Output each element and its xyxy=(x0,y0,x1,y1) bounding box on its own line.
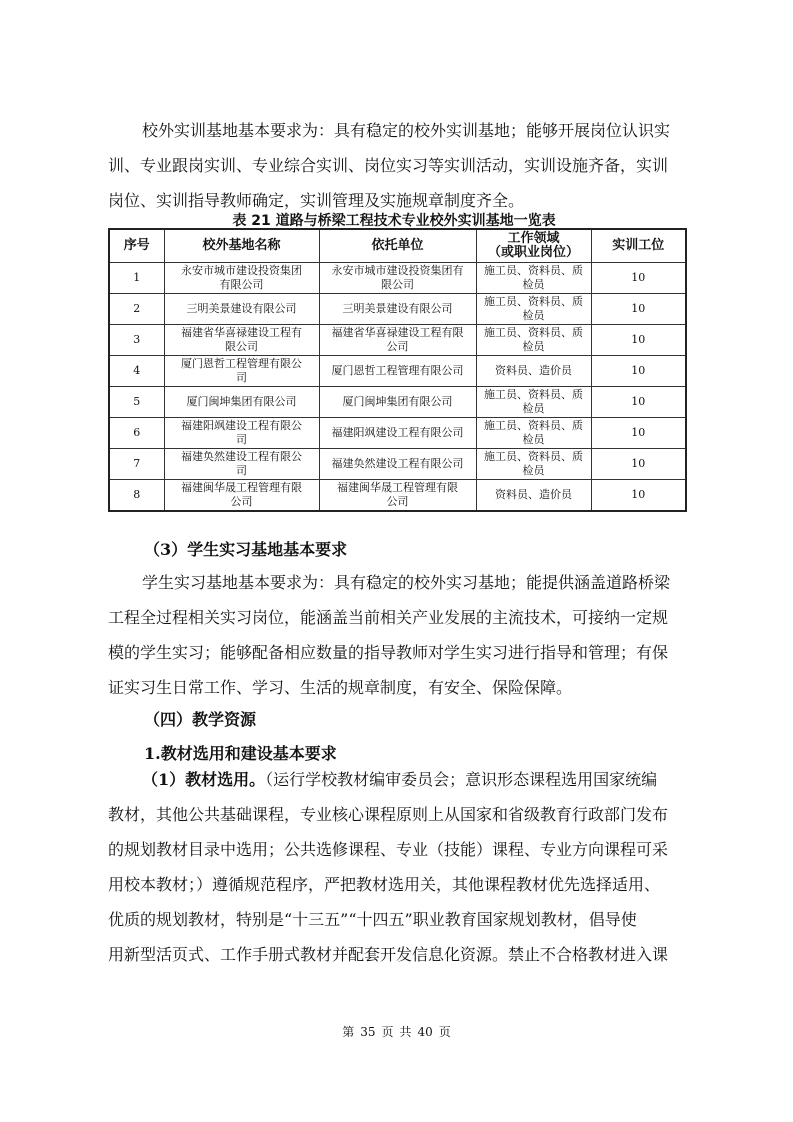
cell-text: 福建省华喜禄建设工程有 xyxy=(181,326,302,339)
cell-work-area xyxy=(476,325,591,356)
cell-work-area xyxy=(476,294,591,325)
cell-text: 公司 xyxy=(230,495,253,508)
cell-text: 限公司 xyxy=(381,278,414,291)
cell-text: 检员 xyxy=(522,340,545,353)
cell-base-name xyxy=(164,356,319,387)
cell-text: 施工员、资料员、质 xyxy=(484,419,583,432)
cell-host-unit: 厦门恩哲工程管理有限公司 xyxy=(319,356,476,387)
cell-seats: 10 xyxy=(591,418,686,449)
training-base-table xyxy=(108,228,687,512)
cell-host-unit: 福建阳飒建设工程有限公司 xyxy=(319,418,476,449)
textbook-lead: （1）教材选用。 xyxy=(142,770,266,789)
text-line: 学生实习基地基本要求为：具有稳定的校外实习基地；能提供涵盖道路桥梁 xyxy=(142,573,671,592)
page-footer xyxy=(0,1023,793,1040)
section-heading-textbooks: 1.教材选用和建设基本要求 xyxy=(144,744,337,763)
header-host-unit: 依托单位 xyxy=(319,229,476,263)
cell-base-name: 厦门闽坤集团有限公司 xyxy=(164,387,319,418)
cell-text: 检员 xyxy=(522,402,545,415)
cell-host-unit: 厦门闽坤集团有限公司 xyxy=(319,387,476,418)
cell-no: 1 xyxy=(109,263,164,294)
header-base-name: 校外基地名称 xyxy=(164,229,319,263)
cell-text: 司 xyxy=(236,371,247,384)
page-current: 35 xyxy=(360,1025,376,1039)
cell-work-area xyxy=(476,449,591,480)
cell-base-name xyxy=(164,418,319,449)
cell-host-unit xyxy=(319,263,476,294)
textbook-paragraph xyxy=(108,762,680,972)
table-row xyxy=(109,449,686,480)
cell-no: 3 xyxy=(109,325,164,356)
cell-text: 公司 xyxy=(386,495,409,508)
text-line: 工程全过程相关实习岗位，能涵盖当前相关产业发展的主流技术，可接纳一定规 xyxy=(108,608,669,627)
text-line: 优质的规划教材，特别是“十三五”“十四五”职业教育国家规划教材，倡导使 xyxy=(108,910,637,929)
cell-text: 公司 xyxy=(386,340,409,353)
cell-base-name xyxy=(164,325,319,356)
section-heading-student-internship: （3）学生实习基地基本要求 xyxy=(144,540,348,559)
cell-text: 施工员、资料员、质 xyxy=(484,388,583,401)
page-total: 40 xyxy=(417,1025,433,1039)
cell-text: 永安市城市建设投资集团有 xyxy=(331,264,464,277)
cell-text: 施工员、资料员、质 xyxy=(484,326,583,339)
header-work-area-line1: 工作领域 xyxy=(507,231,560,246)
cell-work-area xyxy=(476,263,591,294)
cell-text: 检员 xyxy=(522,464,545,477)
table-row xyxy=(109,294,686,325)
cell-text: 福建阳飒建设工程有限公 xyxy=(181,419,302,432)
cell-host-unit xyxy=(319,325,476,356)
cell-text: 永安市城市建设投资集团 xyxy=(181,264,302,277)
cell-text: 福建闽华晟工程管理有限 xyxy=(181,481,302,494)
cell-no: 2 xyxy=(109,294,164,325)
text-line xyxy=(108,762,680,797)
text-line: 模的学生实习；能够配备相应数量的指导教师对学生实习进行指导和管理；有保 xyxy=(108,643,669,662)
text-line: 教材，其他公共基础课程，专业核心课程原则上从国家和省级教育行政部门发布 xyxy=(108,805,669,824)
cell-no: 7 xyxy=(109,449,164,480)
footer-mid2: 共 xyxy=(399,1025,412,1039)
cell-base-name: 三明美景建设有限公司 xyxy=(164,294,319,325)
text-line: 校外实训基地基本要求为：具有稳定的校外实训基地；能够开展岗位认识实 xyxy=(142,121,671,140)
cell-seats: 10 xyxy=(591,356,686,387)
cell-work-area: 资料员、造价员 xyxy=(476,356,591,387)
cell-text: 检员 xyxy=(522,433,545,446)
cell-text: 福建奂然建设工程有限公 xyxy=(181,450,302,463)
table-caption: 表 21 道路与桥梁工程技术专业校外实训基地一览表 xyxy=(232,213,556,229)
cell-base-name xyxy=(164,449,319,480)
cell-work-area: 资料员、造价员 xyxy=(476,480,591,512)
text-run: （运行学校教材编审委员会；意识形态课程选用国家统编 xyxy=(265,770,658,789)
text-line: 训、专业跟岗实训、专业综合实训、岗位实习等实训活动，实训设施齐备，实训 xyxy=(108,156,669,175)
cell-text: 福建闽华晟工程管理有限 xyxy=(337,481,458,494)
cell-work-area xyxy=(476,387,591,418)
cell-text: 司 xyxy=(236,464,247,477)
footer-prefix: 第 xyxy=(342,1025,355,1039)
table-row xyxy=(109,325,686,356)
table-row xyxy=(109,418,686,449)
cell-text: 施工员、资料员、质 xyxy=(484,450,583,463)
cell-no: 5 xyxy=(109,387,164,418)
header-no: 序号 xyxy=(109,229,164,263)
text-line: 的规划教材目录中选用；公共选修课程、专业（技能）课程、专业方向课程可采 xyxy=(108,840,669,859)
internship-paragraph xyxy=(108,565,680,705)
cell-seats: 10 xyxy=(591,387,686,418)
table-row xyxy=(109,480,686,512)
cell-seats: 10 xyxy=(591,449,686,480)
cell-text: 福建省华喜禄建设工程有限 xyxy=(331,326,464,339)
cell-text: 有限公司 xyxy=(219,278,264,291)
cell-text: 厦门恩哲工程管理有限公 xyxy=(181,357,302,370)
cell-text: 检员 xyxy=(522,278,545,291)
table-header-row xyxy=(109,229,686,263)
cell-seats: 10 xyxy=(591,263,686,294)
cell-no: 4 xyxy=(109,356,164,387)
cell-text: 施工员、资料员、质 xyxy=(484,295,583,308)
cell-no: 8 xyxy=(109,480,164,512)
section-heading-teaching-resources: （四）教学资源 xyxy=(144,710,257,729)
cell-host-unit: 三明美景建设有限公司 xyxy=(319,294,476,325)
table-row xyxy=(109,263,686,294)
text-line: 用新型活页式、工作手册式教材并配套开发信息化资源。禁止不合格教材进入课 xyxy=(108,945,669,964)
cell-seats: 10 xyxy=(591,325,686,356)
footer-suffix: 页 xyxy=(438,1025,451,1039)
table-row xyxy=(109,387,686,418)
cell-text: 限公司 xyxy=(225,340,258,353)
cell-text: 司 xyxy=(236,433,247,446)
cell-no: 6 xyxy=(109,418,164,449)
cell-seats: 10 xyxy=(591,480,686,512)
intro-paragraph xyxy=(108,113,680,218)
cell-base-name xyxy=(164,480,319,512)
cell-seats: 10 xyxy=(591,294,686,325)
header-work-area-line2: （或职业岗位） xyxy=(487,245,579,260)
cell-base-name xyxy=(164,263,319,294)
cell-work-area xyxy=(476,418,591,449)
cell-host-unit: 福建奂然建设工程有限公司 xyxy=(319,449,476,480)
cell-text: 检员 xyxy=(522,309,545,322)
text-line: 用校本教材；）遵循规范程序，严把教材选用关，其他课程教材优先选择适用、 xyxy=(108,875,661,894)
cell-host-unit xyxy=(319,480,476,512)
cell-text: 施工员、资料员、质 xyxy=(484,264,583,277)
text-line: 证实习生日常工作、学习、生活的规章制度，有安全、保险保障。 xyxy=(108,678,573,697)
header-work-area xyxy=(476,229,591,263)
text-line: 岗位、实训指导教师确定，实训管理及实施规章制度齐全。 xyxy=(108,191,525,210)
table-row xyxy=(109,356,686,387)
header-seats: 实训工位 xyxy=(591,229,686,263)
footer-mid1: 页 xyxy=(381,1025,394,1039)
